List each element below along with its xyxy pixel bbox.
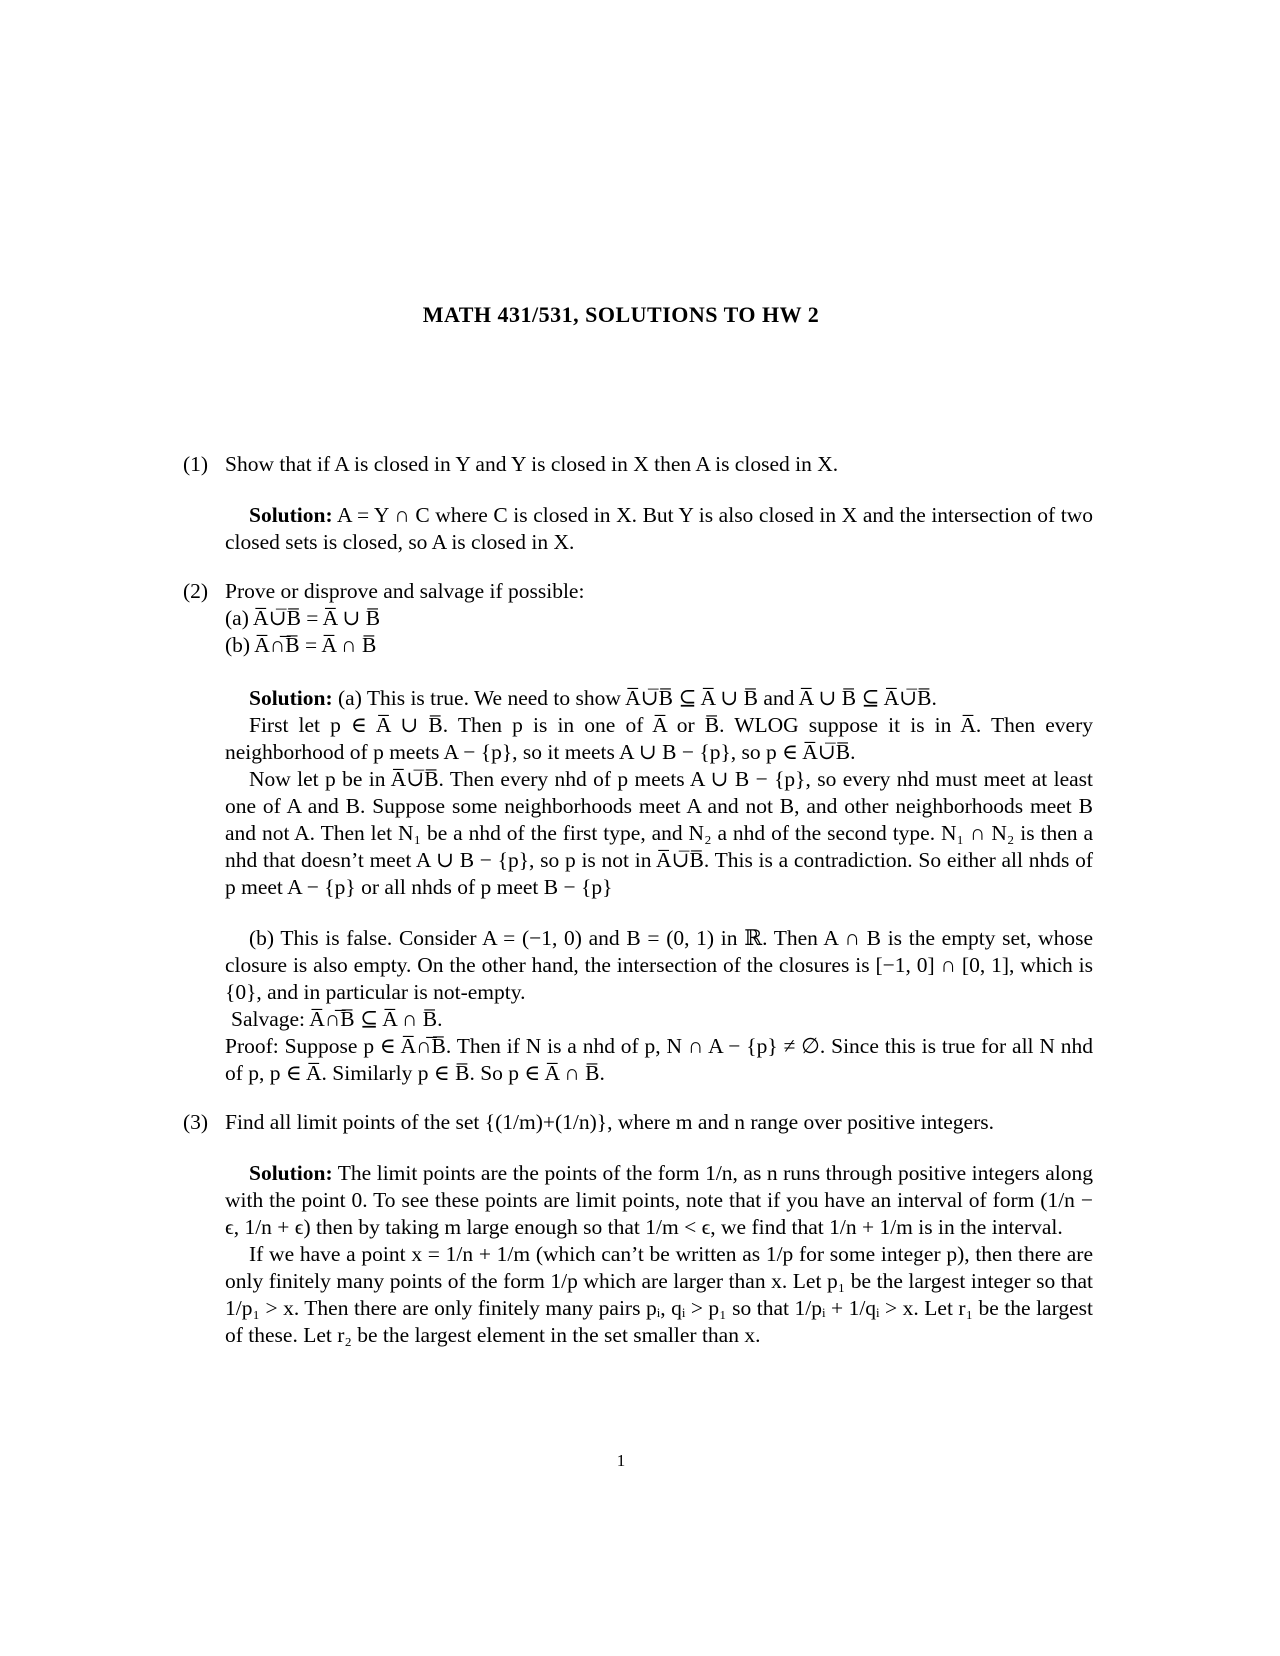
solution-label: Solution: — [249, 1161, 333, 1185]
document-body — [183, 451, 1093, 1349]
salvage-proof: Proof: Suppose p ∈ A̅∩̅B̅. Then if N is a nhd of p, N ∩ A − {p} ≠ ∅. Since this is true for all N nhd of p, p ∈ A̅. Similarly p ∈ B̅. So p ∈ A̅ ∩ B̅. — [225, 1034, 1093, 1085]
solution-text-b1: (b) This is false. Consider A = (−1, 0) and B = (0, 1) in ℝ. Then A ∩ B is the empty set, whose closure is also empty. On the other hand, the intersection of the closures is [−1, 0] ∩ [0, 1], which is {0}, and in particular is not-empty. — [225, 926, 1093, 1004]
problem-number: (2) — [183, 579, 209, 603]
solution-text-a3: Now let p be in A̅∪̅B̅. Then every nhd of p meets A ∪ B − {p}, so every nhd must meet at least one of A and B. Suppose some neighborhoods meet A and not B, and other neighborhoods meet B and not A. Then let N₁ be a nhd of the first type, and N₂ a nhd of the second type. N₁ ∩ N₂ is then a nhd that doesn’t meet A ∪ B − {p}, so p is not in A̅∪̅B̅. This is a contradiction. So either all nhds of p meet A − {p} or all nhds of p meet B − {p} — [225, 767, 1093, 899]
problem-number: (3) — [183, 1110, 209, 1134]
solution-text: A = Y ∩ C where C is closed in X. But Y is also closed in X and the intersection of two closed sets is closed, so A is closed in X. — [225, 503, 1093, 554]
salvage-statement: Salvage: A̅∩̅B̅ ⊆ A̅ ∩ B̅. — [231, 1007, 443, 1031]
problem-statement: Prove or disprove and salvage if possible: — [225, 579, 585, 603]
problem-part-a: (a) A̅∪̅B̅ = A̅ ∪ B̅ — [225, 606, 381, 630]
solution-block — [225, 685, 1093, 1087]
problem-1 — [183, 451, 1093, 556]
solution-text-2: If we have a point x = 1/n + 1/m (which can’t be written as 1/p for some integer p), then there are only finitely many points of the form 1/p which are larger than x. Let p₁ be the largest integer so that 1/p₁ > x. Then there are only finitely many pairs pᵢ, qᵢ > p₁ so that 1/pᵢ + 1/qᵢ > x. Let r₁ be the largest of these. Let r₂ be the largest element in the set smaller than x. — [225, 1242, 1093, 1347]
solution-text-a1: (a) This is true. We need to show A̅∪̅B̅ ⊆ A̅ ∪ B̅ and A̅ ∪ B̅ ⊆ A̅∪̅B̅. — [338, 686, 937, 710]
solution-block — [225, 502, 1093, 556]
solution-block — [225, 1160, 1093, 1349]
solution-label: Solution: — [249, 503, 333, 527]
problem-2 — [183, 578, 1093, 1087]
problem-3 — [183, 1109, 1093, 1349]
page-number: 1 — [616, 1451, 626, 1470]
problem-statement: Show that if A is closed in Y and Y is closed in X then A is closed in X. — [225, 452, 839, 476]
problem-statement: Find all limit points of the set {(1/m)+(1/n)}, where m and n range over positive integers. — [225, 1110, 994, 1134]
page-title: MATH 431/531, SOLUTIONS TO HW 2 — [422, 302, 820, 327]
solution-text-a2: First let p ∈ A̅ ∪ B̅. Then p is in one of A̅ or B̅. WLOG suppose it is in A̅. Then every neighborhood of p meets A − {p}, so it meets A ∪ B − {p}, so p ∈ A̅∪̅B̅. — [225, 713, 1093, 764]
problem-number: (1) — [183, 452, 209, 476]
solution-text-1: The limit points are the points of the form 1/n, as n runs through positive integers along with the point 0. To see these points are limit points, note that if you have an interval of form (1/n − ϵ, 1/n + ϵ) then by taking m large enough so that 1/m < ϵ, we find that 1/n + 1/m is in the interval. — [225, 1161, 1093, 1239]
problem-part-b: (b) A̅∩̅B̅ = A̅ ∩ B̅ — [225, 633, 377, 657]
solution-label: Solution: — [249, 686, 333, 710]
